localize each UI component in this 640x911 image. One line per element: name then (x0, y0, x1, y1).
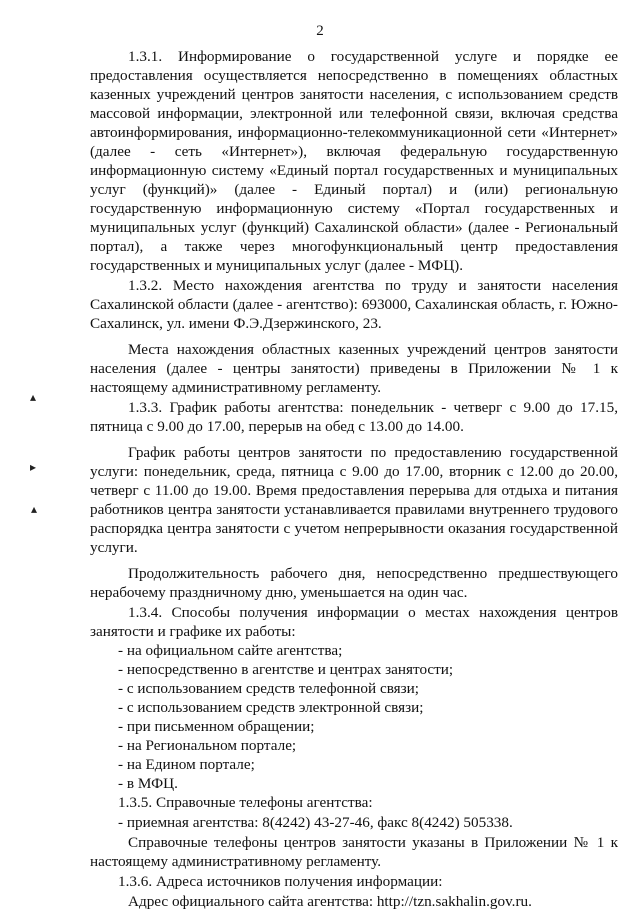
reception-phones: - приемная агентства: 8(4242) 43-27-46, факс 8(4242) 505338. (118, 814, 513, 831)
list-item: - с использованием средств электронной связи; (118, 699, 424, 716)
info-methods-list (90, 641, 618, 793)
paragraph-1-3-5: 1.3.5. Справочные телефоны агентства: (118, 794, 373, 811)
list-item: - на Едином портале; (118, 756, 255, 773)
page-number: 2 (316, 23, 324, 39)
list-item: - с использованием средств телефонной связи; (118, 680, 419, 697)
list-item: - на Региональном портале; (118, 737, 297, 754)
margin-mark-icon: ▸ (30, 460, 37, 474)
paragraph-preholiday: Продолжительность рабочего дня, непосредственно предшествующего нерабочему праздничному дню, уменьшается на один час. (90, 565, 618, 601)
official-site-address: Адрес официального сайта агентства: http://tzn.sakhalin.gov.ru. (128, 893, 532, 910)
paragraph-centers-location: Места нахождения областных казенных учреждений центров занятости населения (далее - центры занятости) приведены в Приложении № 1 к настоящему административному регламенту. (90, 341, 618, 396)
list-item: - непосредственно в агентстве и центрах занятости; (118, 661, 454, 678)
paragraph-1-3-2: 1.3.2. Место нахождения агентства по труду и занятости населения Сахалинской области (далее - агентство): 693000, Сахалинская область, г. Южно-Сахалинск, ул. имени Ф.Э.Дзержинского, 23. (90, 277, 618, 332)
paragraph-centers-phones: Справочные телефоны центров занятости указаны в Приложении № 1 к настоящему административному регламенту. (90, 834, 618, 870)
list-item: - в МФЦ. (118, 775, 178, 792)
list-item: - на официальном сайте агентства; (118, 642, 343, 659)
paragraph-1-3-3: 1.3.3. График работы агентства: понедельник - четверг с 9.00 до 17.15, пятница с 9.00 до 17.00, перерыв на обед с 13.00 до 14.00. (90, 399, 618, 435)
document-body (90, 47, 618, 911)
paragraph-1-3-6: 1.3.6. Адреса источников получения информации: (118, 873, 443, 890)
margin-mark-icon: ▴ (31, 502, 38, 516)
list-item: - при письменном обращении; (118, 718, 315, 735)
paragraph-1-3-1: 1.3.1. Информирование о государственной услуге и порядке ее предоставления осуществляется непосредственно в помещениях областных казенных учреждений центров занятости населения, с использованием средств массовой информации, электронной или телефонной связи, включая средства автоинформирования, информационно-телекоммуникационной сети «Интернет» (далее - сеть «Интернет»), включая федеральную государственную информационную систему «Единый портал государственных и муниципальных услуг (функций)» (далее - Единый портал) и (или) региональную государственную информационную систему «Портал государственных и муниципальных услуг (функций) Сахалинской области» (далее - Региональный портал), а также через многофункциональный центр предоставления государственных и муниципальных услуг (далее - МФЦ). (90, 48, 618, 274)
paragraph-centers-schedule: График работы центров занятости по предоставлению государственной услуги: понедельник, среда, пятница с 9.00 до 17.00, вторник с 12.00 до 20.00, четверг с 11.00 до 19.00. Время предоставления перерыва для отдыха и питания работников центра занятости устанавливается правилами внутреннего трудового распорядка центра занятости с учетом непрерывности оказания государственной услуги. (90, 444, 618, 556)
paragraph-1-3-4: 1.3.4. Способы получения информации о местах нахождения центров занятости и графике их работы: (90, 604, 618, 640)
margin-mark-icon: ▴ (30, 390, 37, 404)
